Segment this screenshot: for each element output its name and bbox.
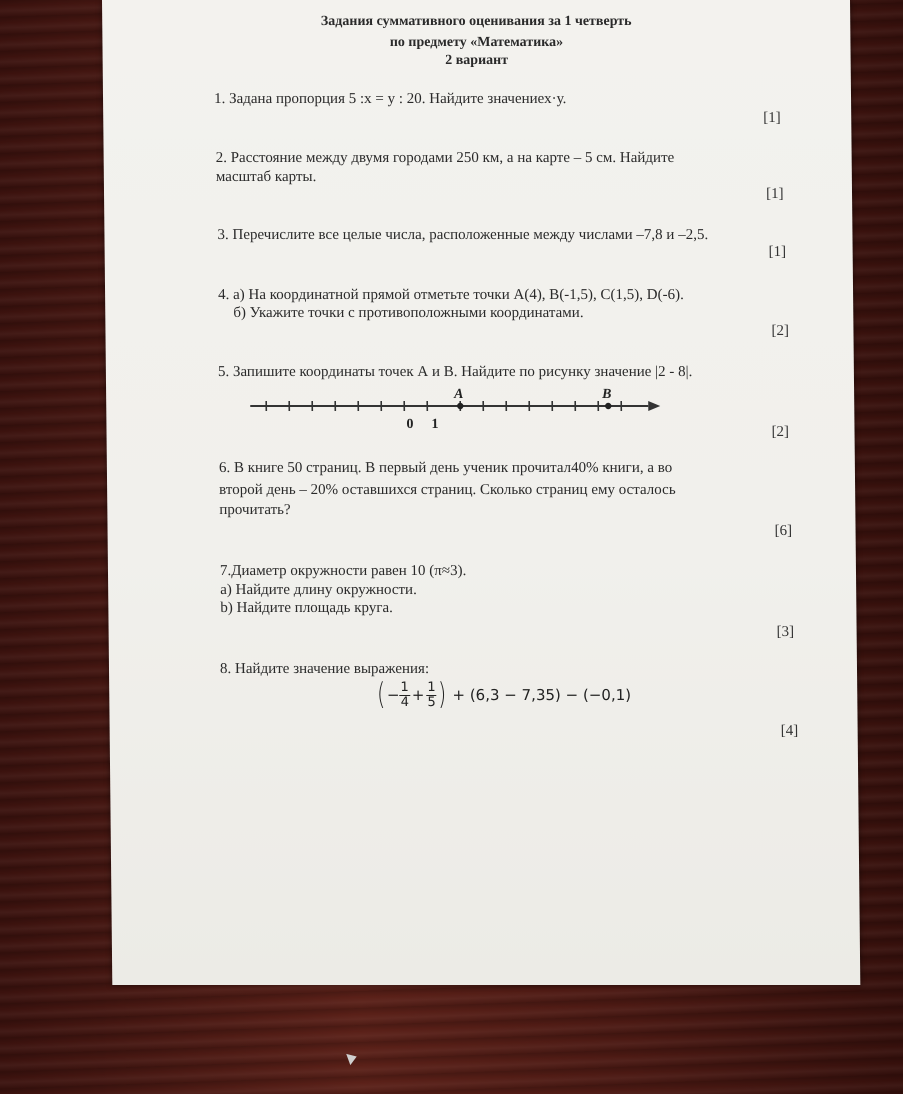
task-7-text: 7.Диаметр окружности равен 10 (π≈3).	[219, 563, 467, 579]
number-line	[246, 386, 667, 436]
point-b	[605, 403, 611, 409]
header-subject: по предмету «Математика»	[389, 35, 564, 50]
fraction-1-den: 4	[400, 694, 410, 710]
expression-rest: + (6,3 − 7,35) − (−0,1)	[452, 686, 632, 704]
fraction-1	[399, 681, 410, 710]
fraction-2-den: 5	[427, 694, 436, 710]
task-5-text: 5. Запишите координаты точек А и В. Найдите по рисунку значение |2 - 8|.	[217, 364, 693, 380]
task-6-mark: [6]	[774, 523, 793, 539]
fraction-1-num: 1	[400, 679, 409, 695]
number-line-arrow	[648, 401, 660, 411]
point-a-label: A	[454, 387, 464, 402]
pointer-icon	[346, 1051, 359, 1065]
task-3-mark: [1]	[768, 244, 787, 260]
minus-sign: −	[386, 686, 400, 704]
task-8-mark: [4]	[780, 723, 799, 739]
task-2-text-cont: масштаб карты.	[215, 169, 317, 185]
task-7-mark: [3]	[776, 624, 795, 640]
task-4-text: 4. а) На координатной прямой отметьте точки A(4), B(-1,5), C(1,5), D(-6).	[218, 287, 684, 303]
task-7-part-a: а) Найдите длину окружности.	[220, 582, 417, 598]
task-2-text: 2. Расстояние между двумя городами 250 км, а на карте – 5 см. Найдите	[215, 150, 675, 166]
task-6-text-cont: второй день – 20% оставшихся страниц. Сколько страниц ему осталось	[219, 482, 676, 498]
task-6-text-end: прочитать?	[219, 502, 291, 518]
exam-sheet	[102, 0, 860, 985]
task-7-part-b: b) Найдите площадь круга.	[220, 600, 393, 616]
task-1-mark: [1]	[763, 110, 781, 126]
point-b-label: B	[602, 387, 612, 402]
task-8-expression	[375, 677, 632, 712]
one-label: 1	[431, 417, 439, 432]
open-paren: (	[376, 677, 386, 712]
task-8-text: 8. Найдите значение выражения:	[219, 661, 430, 677]
task-1-text: 1. Задана пропорция 5 :x = y : 20. Найдите значениех·у.	[213, 91, 567, 107]
zero-label: 0	[406, 417, 414, 432]
task-2-mark: [1]	[765, 186, 784, 202]
point-a	[457, 403, 463, 409]
task-3-text: 3. Перечислите все целые числа, расположенные между числами –7,8 и –2,5.	[217, 227, 709, 243]
task-4-text-b: б) Укажите точки с противоположными координатами.	[233, 305, 584, 321]
fraction-2	[426, 681, 437, 710]
header-title: Задания суммативного оценивания за 1 четверть	[320, 14, 632, 29]
plus-sign: +	[411, 686, 425, 704]
fraction-2-num: 1	[427, 679, 436, 695]
header-variant: 2 вариант	[445, 53, 509, 68]
close-paren: )	[438, 677, 447, 712]
task-4-mark: [2]	[771, 323, 790, 339]
task-5-mark: [2]	[771, 424, 790, 440]
task-6-text: 6. В книге 50 страниц. В первый день ученик прочитал40% книги, а во	[218, 460, 673, 476]
